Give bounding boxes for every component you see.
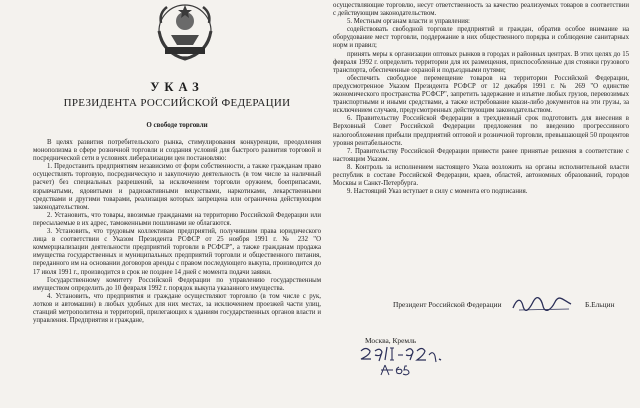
signature-name: Б.Ельцин — [585, 300, 615, 309]
issue-place: Москва, Кремль — [365, 336, 417, 345]
signature-role: Президент Российской Федерации — [393, 300, 502, 309]
right-paragraph-3: содействовать свободной торговле предприятий и граждан, обратив особое внимание на оборудование мест торговли, поддержание в них общественного порядка и соблюдение санитарных норм и правил; — [333, 26, 629, 50]
right-paragraph-9: 9. Настоящий Указ вступает в силу с момента его подписания. — [347, 188, 528, 196]
left-paragraph-5: Государственному комитету Российской Федерации по управлению государственным имуществом определить до 10 февраля 1992 г. порядок выкупа указанного имущества. — [33, 276, 321, 292]
left-paragraph-1: В целях развития потребительского рынка, стимулирования конкуренции, преодоления монополизма в сфере розничной торговли и создания условий для быстрого развития торговой и посреднической сети в условиях либерализации цен постановляю: — [33, 139, 321, 163]
handwritten-signature — [511, 296, 573, 312]
left-paragraph-4: 3. Установить, что трудовым коллективам предприятий, получившим права юридического лица в соответствии с Указом Президента РСФСР от 25 ноября 1991 г. № 232 "О коммерциализации деятельности предприятий торговли в РСФСР", а также гражданам продажа имущества государственных и муниципальных предприятий торговли и общественного питания, переданного им на основании договоров аренды с правом последующего выкупа, производится до 17 июля 1991 г., производится в срок не позднее 14 дней с момента подачи заявки. — [33, 228, 321, 276]
right-paragraph-1: осуществляющие торговлю, несут ответственность за качество реализуемых товаров в соответствии с действующим законодательством. — [333, 2, 629, 18]
right-paragraph-8: 8. Контроль за исполнением настоящего Указа возложить на органы исполнительной власти республик в составе Российской Федерации, краев, областей, автономных образований, городов Москвы и Санкт-Петербурга. — [333, 163, 629, 188]
left-paragraph-3: 2. Установить, что товары, ввозимые гражданами на территорию Российской Федерации или пересылаемые в их адрес, таможенными пошлинами не облагаются. — [33, 211, 321, 227]
left-paragraph-2: 1. Предоставить предприятиям независимо от форм собственности, а также гражданам право осуществлять торговую, посредническую и закупочную деятельность (в том числе за наличный расчет) без специальных разрешений, за исключением торговли оружием, боеприпасами, взрывчатыми, ядовитыми и радиоактивными веществами, наркотиками, лекарственными средствами и другими товарами, реализация которых запрещена или ограничена действующим законодательством. — [33, 163, 321, 211]
decree-subtitle: ПРЕЗИДЕНТА РОССИЙСКОЙ ФЕДЕРАЦИИ — [63, 97, 291, 109]
right-paragraph-5: обеспечить свободное перемещение товаров на территории Российской Федерации, предусмотренное Указом Президента РСФСР от 12 декабря 1991 г. № 269 "О единстве экономического пространства РСФСР", запретить задержание и изъятие любых грузов, перевозимых транспортными и иными средствами, а также истребование квази-либо документов на эти грузы, за исключением случаев, предусмотренных действующим законодательством. — [333, 74, 629, 115]
decree-topic: О свободе торговли — [146, 121, 208, 129]
right-paragraph-2: 5. Местным органам власти и управления: — [347, 18, 470, 26]
left-paragraph-6: 4. Установить, что предприятия и граждане осуществляют торговлю (в том числе с рук, лотков и автомашин) в любых удобных для них местах, за исключением проезжей части улиц, станций метрополитена и территорий, прилегающих к зданиям государственных органов власти и управления. Предприятия и граждане, — [33, 292, 321, 325]
right-body-text — [333, 2, 629, 196]
right-paragraph-4: принять меры к организации оптовых рынков в городах и районных центрах. В этих целях до 15 февраля 1992 г. определить территории для их размещения, приспособленные для стоянки грузового транспорта, обеспеченные охраной и подъездными путями; — [333, 50, 629, 74]
decree-title: УКАЗ — [150, 80, 204, 94]
right-paragraph-7: 7. Правительству Российской Федерации привести ранее принятые решения в соответствие с настоящим Указом. — [333, 147, 629, 163]
right-paragraph-6: 6. Правительству Российской Федерации в трехдневный срок подготовить для внесения в Верховный Совет Российской Федерации предложения по введению прогрессивного налогообложения прибыли предприятий оптовой и розничной торговли, превышающей 50 процентов уровня рентабельности. — [333, 115, 629, 147]
left-body-text — [33, 139, 321, 325]
signature-block — [333, 298, 629, 318]
rsfsr-emblem-icon — [149, 1, 221, 65]
handwritten-date — [357, 345, 457, 377]
